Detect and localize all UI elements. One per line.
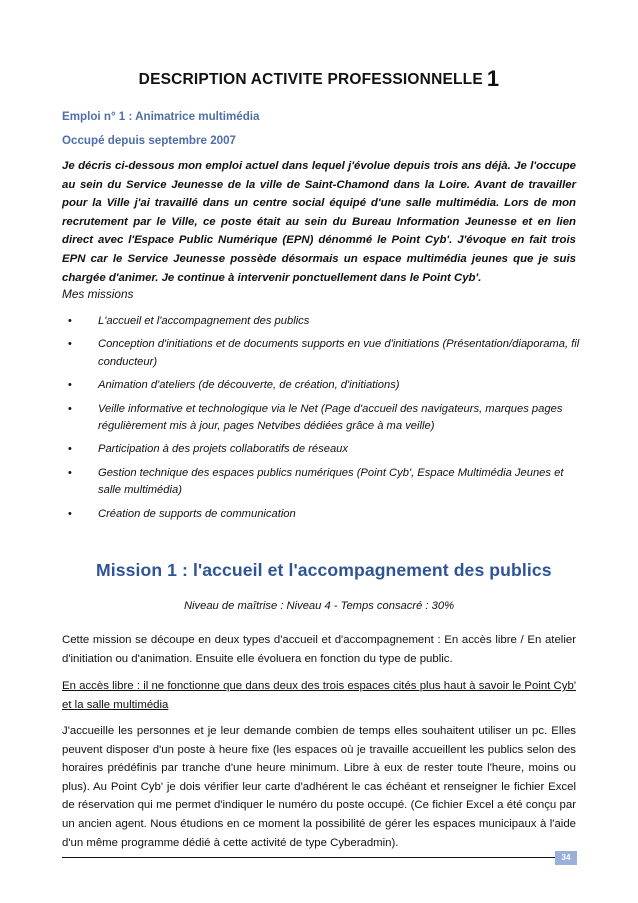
- mission-paragraph-2: En accès libre : il ne fonctionne que dans deux des trois espaces cités plus haut à savoir le Point Cyb' et la salle multimédia: [62, 680, 576, 711]
- list-item: • Création de supports de communication: [62, 506, 582, 523]
- list-item: • Gestion technique des espaces publics numériques (Point Cyb', Espace Multimédia Jeunes et salle multimédia): [68, 466, 564, 497]
- page-number: 34: [555, 851, 577, 865]
- mission-level: Niveau de maîtrise : Niveau 4 - Temps consacré : 30%: [183, 600, 455, 612]
- job-since: Occupé depuis septembre 2007: [62, 134, 236, 147]
- bullet-icon: •: [68, 466, 72, 479]
- list-item: • Conception d'initiations et de documents supports en vue d'initiations (Présentation/diaporama, fil conducteur): [68, 338, 580, 368]
- mission-heading: Mission 1 : l'accueil et l'accompagnement des publics: [96, 560, 552, 580]
- title-number: 1: [486, 66, 500, 91]
- bullet-icon: •: [68, 507, 72, 520]
- bullet-icon: •: [68, 338, 72, 351]
- bullet-icon: •: [68, 402, 72, 415]
- mission-paragraph-1: Cette mission se découpe en deux types d'accueil et d'accompagnement : En accès libre / En atelier d'initiation ou d'animation. Ensuite elle évoluera en fonction du type de public.: [62, 634, 576, 665]
- page-title: [0, 66, 638, 92]
- job-title: Emploi n° 1 : Animatrice multimédia: [62, 110, 260, 123]
- footer-divider: [62, 857, 577, 858]
- list-item: • Animation d'ateliers (de découverte, de création, d'initiations): [62, 377, 582, 394]
- intro-paragraph: Je décris ci-dessous mon emploi actuel dans lequel j'évolue depuis trois ans déjà. Je l'occupe au sein du Service Jeunesse de la ville de Saint-Chamond dans la Loire. Avant de travailler pour la Ville j'ai travaillé dans un centre social équipé d'une salle multimédia. Lors de mon recrutement par le Ville, ce poste était au sein du Bureau Information Jeunesse et en lien direct avec l'Espace Public Numérique (EPN) dénommé le Point Cyb'. J'évoque en fait trois EPN car le Service Jeunesse possède désormais un espace multimédia jeunes que je suis chargée d'animer. Je continue à intervenir ponctuellement dans le Point Cyb'.: [62, 160, 576, 284]
- bullet-icon: •: [68, 315, 72, 327]
- title-text: DESCRIPTION ACTIVITE PROFESSIONNELLE: [138, 71, 483, 88]
- list-item: • Participation à des projets collaboratifs de réseaux: [62, 441, 582, 458]
- mission-paragraph-3: J'accueille les personnes et je leur demande combien de temps elles souhaitent utiliser un pc. Elles peuvent disposer d'un poste à heure fixe (les espaces où je travaille accueillent les publics selon des horaires prédéfinis par tranche d'une heure minimum. Libre à eux de rester toute l'heure, moins ou plus). Au Point Cyb' je dois vérifier leur carte d'adhérent le cas échéant et renseigner le fichier Excel de réservation qui me permet d'indiquer le numéro du poste occupé. (Ce fichier Excel a été conçu par un ancien agent. Nous étudions en ce moment la possibilité de gérer les espaces municipaux à l'aide d'un même programme dédié à cette activité de type Cyberadmin).: [62, 725, 576, 849]
- list-item: • L'accueil et l'accompagnement des publics: [62, 313, 582, 330]
- missions-list: [62, 313, 582, 529]
- list-item: • Veille informative et technologique via le Net (Page d'accueil des navigateurs, marques pages régulièrement mis à jour, pages Netvibes dédiées grâce à ma veille): [68, 402, 563, 433]
- bullet-icon: •: [68, 379, 72, 392]
- bullet-icon: •: [68, 443, 72, 456]
- missions-label: Mes missions: [62, 287, 134, 301]
